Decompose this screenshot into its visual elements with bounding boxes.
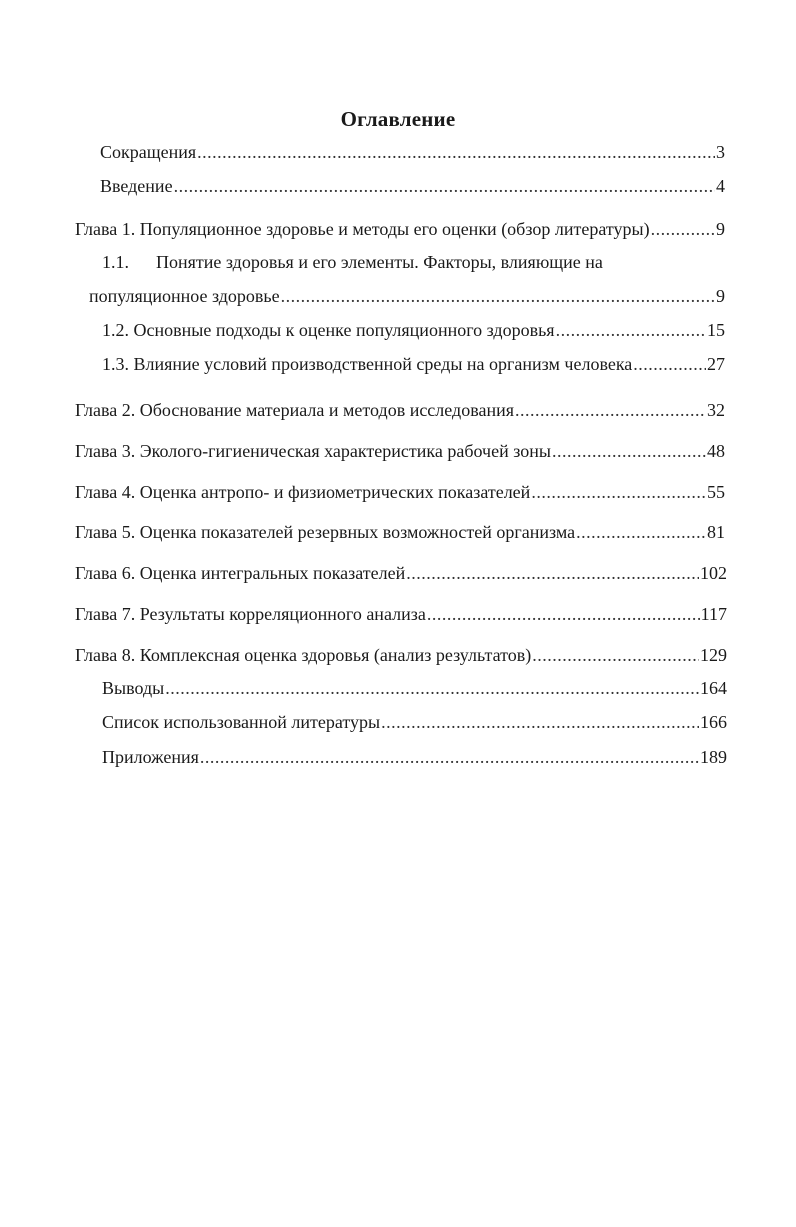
dot-leader xyxy=(515,398,706,422)
dot-leader xyxy=(174,174,715,198)
toc-entry-chapter-5 xyxy=(75,520,725,544)
toc-entry-page: 3 xyxy=(716,142,725,162)
toc-entry-page: 81 xyxy=(707,522,725,542)
dot-leader xyxy=(532,643,699,667)
dot-leader xyxy=(651,217,715,241)
toc-entry-section-1-1-line2 xyxy=(89,284,725,308)
toc-entry-label: Выводы xyxy=(102,678,165,698)
dot-leader xyxy=(197,140,715,164)
toc-entry-chapter-2 xyxy=(75,398,725,422)
toc-entry-label: Список использованной литературы xyxy=(102,712,381,732)
toc-entry-label: популяционное здоровье xyxy=(89,286,280,306)
toc-entry-chapter-6 xyxy=(75,561,727,585)
toc-title: Оглавление xyxy=(340,107,456,131)
toc-entry-number: 1.1. xyxy=(102,252,129,272)
toc-entry-section-1-3 xyxy=(102,352,725,376)
toc-entry-label: 1.2. Основные подходы к оценке популяционного здоровья xyxy=(102,320,555,340)
toc-entry-appendix xyxy=(102,745,727,769)
toc-entry-page: 102 xyxy=(700,563,727,583)
toc-entry-page: 48 xyxy=(707,441,725,461)
toc-entry-introduction xyxy=(100,174,725,198)
toc-entry-label: Сокращения xyxy=(100,142,197,162)
toc-entry-page: 55 xyxy=(707,482,725,502)
toc-entry-chapter-7 xyxy=(75,602,727,626)
toc-entry-label: Глава 4. Оценка антропо- и физиометрических показателей xyxy=(75,482,531,502)
toc-entry-label: 1.3. Влияние условий производственной среды на организм человека xyxy=(102,354,633,374)
toc-entry-page: 129 xyxy=(700,645,727,665)
dot-leader xyxy=(531,480,706,504)
dot-leader xyxy=(576,520,706,544)
toc-entry-chapter-1 xyxy=(75,217,725,241)
toc-entry-references xyxy=(102,710,727,734)
toc-entry-chapter-3 xyxy=(75,439,725,463)
toc-entry-label: Глава 8. Комплексная оценка здоровья (анализ результатов) xyxy=(75,645,532,665)
toc-entry-abbreviations xyxy=(100,140,725,164)
dot-leader xyxy=(552,439,706,463)
toc-entry-section-1-1-line1 xyxy=(102,250,603,274)
toc-entry-label: Глава 3. Эколого-гигиеническая характеристика рабочей зоны xyxy=(75,441,551,461)
toc-entry-page: 15 xyxy=(707,320,725,340)
dot-leader xyxy=(381,710,699,734)
toc-entry-section-1-2 xyxy=(102,318,725,342)
dot-leader xyxy=(556,318,706,342)
toc-entry-page: 9 xyxy=(716,286,725,306)
dot-leader xyxy=(633,352,706,376)
toc-entry-label: Глава 1. Популяционное здоровье и методы его оценки (обзор литературы) xyxy=(75,219,650,239)
dot-leader xyxy=(200,745,699,769)
dot-leader xyxy=(281,284,715,308)
toc-entry-label: Глава 6. Оценка интегральных показателей xyxy=(75,563,406,583)
toc-entry-page: 27 xyxy=(707,354,725,374)
toc-entry-label: Глава 7. Результаты корреляционного анализа xyxy=(75,604,426,624)
dot-leader xyxy=(406,561,699,585)
toc-entry-chapter-8 xyxy=(75,643,727,667)
toc-entry-page: 9 xyxy=(716,219,725,239)
toc-entry-page: 189 xyxy=(700,747,727,767)
toc-entry-label: Введение xyxy=(100,176,173,196)
toc-entry-page: 117 xyxy=(700,604,727,624)
toc-entry-page: 164 xyxy=(700,678,727,698)
toc-entry-label: Глава 5. Оценка показателей резервных возможностей организма xyxy=(75,522,576,542)
toc-entry-label: Понятие здоровья и его элементы. Факторы, влияющие на xyxy=(156,252,603,272)
toc-entry-chapter-4 xyxy=(75,480,725,504)
toc-entry-page: 166 xyxy=(700,712,727,732)
toc-entry-page: 32 xyxy=(707,400,725,420)
toc-entry-label: Глава 2. Обоснование материала и методов исследования xyxy=(75,400,514,420)
toc-entry-page: 4 xyxy=(716,176,725,196)
toc-entry-conclusions xyxy=(102,676,727,700)
toc-entry-label: Приложения xyxy=(102,747,199,767)
dot-leader xyxy=(165,676,699,700)
dot-leader xyxy=(427,602,700,626)
